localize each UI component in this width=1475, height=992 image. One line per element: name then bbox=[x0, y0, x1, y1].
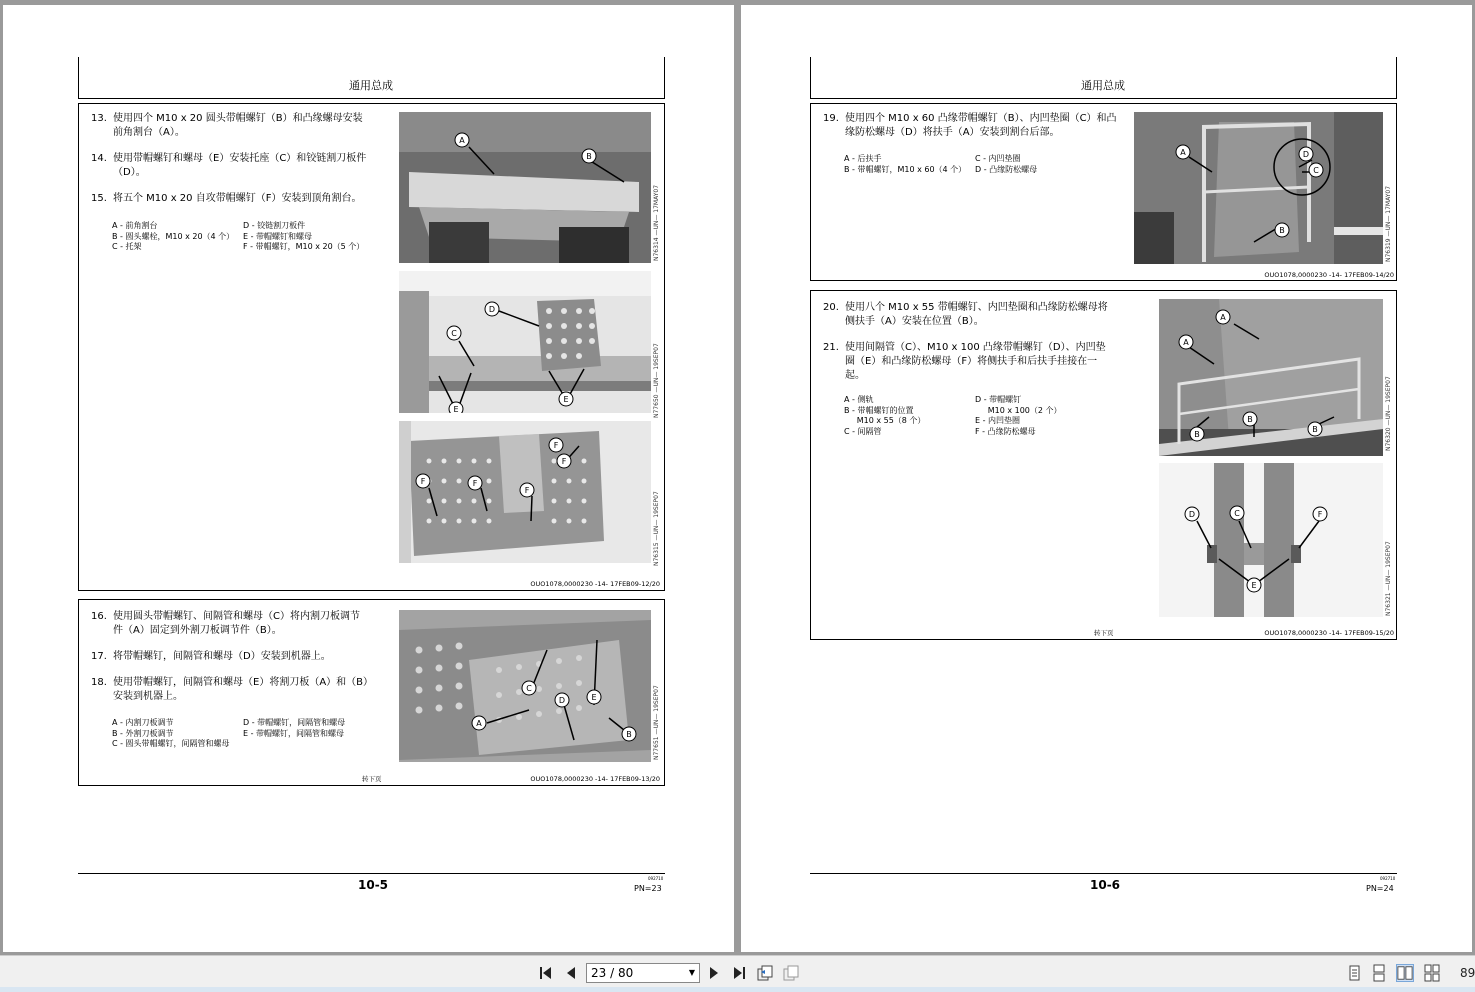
image-code: N76314 —UN— 17MAY07 bbox=[653, 184, 660, 261]
callout-label: F bbox=[524, 486, 530, 495]
callout-label: B bbox=[1312, 425, 1318, 434]
dropdown-arrow-icon: ▼ bbox=[688, 968, 695, 977]
header-rule-right bbox=[664, 57, 665, 99]
footer-rule bbox=[78, 873, 665, 874]
header-rule-left bbox=[78, 57, 79, 99]
footer-code: 092710 bbox=[1380, 876, 1396, 881]
document-reference: OUO1078,0000230 -14- 17FEB09-13/20 bbox=[530, 775, 660, 783]
image-code: N76319 —UN— 17MAY07 bbox=[1385, 185, 1392, 262]
page-left bbox=[3, 5, 734, 952]
parts-legend: A - 内割刀板调节 B - 外割刀板调节 C - 圆头带帽螺钉，间隔管和螺母 D - 带帽螺钉，间隔管和螺母 E - 带帽螺钉，间隔管和螺母 bbox=[112, 718, 346, 748]
next-page-icon bbox=[705, 964, 723, 982]
header-rule-bottom bbox=[78, 98, 665, 99]
callout-label: D bbox=[1188, 510, 1196, 519]
single-page-icon bbox=[1345, 964, 1363, 982]
instruction-block-20-21 bbox=[810, 290, 1397, 640]
callout-label: B bbox=[586, 152, 592, 161]
page-header-title: 通用总成 bbox=[1081, 79, 1125, 92]
footer-rule bbox=[810, 873, 1397, 874]
callout-label: A bbox=[459, 136, 465, 145]
document-reference: OUO1078,0000230 -14- 17FEB09-15/20 bbox=[1264, 629, 1394, 637]
previous-page-icon bbox=[562, 964, 580, 982]
callout-label: C bbox=[451, 329, 457, 338]
callout-label: F bbox=[553, 441, 559, 450]
first-page-icon bbox=[537, 964, 555, 982]
callout-label: A bbox=[1183, 338, 1189, 347]
photo-top-corner-header bbox=[399, 421, 651, 563]
header-rule-bottom bbox=[810, 98, 1397, 99]
page-header-title: 通用总成 bbox=[349, 79, 393, 92]
step-19: 19. 使用四个 M10 x 60 凸缘带帽螺钉（B）、内凹垫圈（C）和凸缘防松螺母（D）将扶手（A）安装到割台后部。 bbox=[823, 113, 1117, 138]
next-view-icon bbox=[782, 964, 800, 982]
callout-label: C bbox=[526, 684, 532, 693]
document-reference: OUO1078,0000230 -14- 17FEB09-12/20 bbox=[530, 580, 660, 588]
step-15: 15. 将五个 M10 x 20 自攻带帽螺钉（F）安装到顶角割台。 bbox=[91, 193, 362, 204]
next-page-button[interactable] bbox=[705, 964, 723, 982]
two-page-continuous-icon bbox=[1423, 964, 1441, 982]
callout-label: E bbox=[563, 395, 569, 404]
image-code: N76320 —UN— 19SEP07 bbox=[1385, 376, 1392, 451]
callout-label: D bbox=[488, 305, 496, 314]
pn-number: PN=23 bbox=[634, 884, 662, 893]
callout-label: A bbox=[1220, 313, 1226, 322]
callout-label: F bbox=[420, 477, 426, 486]
parts-legend: A - 侧轨 B - 带帽螺钉的位置 M10 x 55（8 个） C - 间隔管 D - 带帽螺钉 M10 x 100（2 个） E - 内凹垫圈 F - 凸缘防松螺母 bbox=[844, 395, 1062, 436]
callout-label: B bbox=[1194, 430, 1200, 439]
steps-list bbox=[91, 112, 369, 218]
image-code: N77651 —UN— 19SEP07 bbox=[653, 685, 660, 760]
footer-code: 092710 bbox=[648, 876, 664, 881]
step-16: 16. 使用圆头带帽螺钉、间隔管和螺母（C）将内割刀板调节件（A）固定到外割刀板调节件（B）。 bbox=[91, 611, 360, 636]
status-bar bbox=[0, 987, 1475, 992]
callout-label: E bbox=[1251, 581, 1257, 590]
callout-label: B bbox=[626, 730, 632, 739]
callout-label: E bbox=[591, 693, 597, 702]
instruction-block-13-15 bbox=[78, 103, 665, 591]
instruction-block-16-18 bbox=[78, 599, 665, 786]
callout-label: C bbox=[1313, 166, 1319, 175]
last-page-icon bbox=[730, 964, 748, 982]
callout-label: C bbox=[1234, 509, 1240, 518]
previous-page-button[interactable] bbox=[562, 964, 580, 982]
photo-spacer-tube-joint bbox=[1159, 463, 1383, 617]
photo-rear-handrail bbox=[1134, 112, 1383, 264]
image-code: N76315 —UN— 19SEP07 bbox=[653, 491, 660, 566]
callout-label: E bbox=[453, 405, 459, 413]
first-page-button[interactable] bbox=[537, 964, 555, 982]
image-code: N76321 —UN— 19SEP07 bbox=[1385, 541, 1392, 616]
two-page-view-button[interactable] bbox=[1396, 964, 1414, 982]
two-page-continuous-button[interactable] bbox=[1423, 964, 1441, 982]
callout-label: A bbox=[1180, 148, 1186, 157]
callout-label: F bbox=[561, 457, 567, 466]
step-20: 20. 使用八个 M10 x 55 带帽螺钉、内凹垫圈和凸缘防松螺母将侧扶手（A）安装在位置（B）。 bbox=[823, 302, 1108, 327]
parts-legend: A - 前角割台 B - 圆头螺栓，M10 x 20（4 个） C - 托架 D - 铰链割刀板件 E - 带帽螺钉和螺母 F - 带帽螺钉，M10 x 20（5 个） bbox=[112, 221, 365, 251]
last-page-button[interactable] bbox=[730, 964, 748, 982]
next-view-button[interactable] bbox=[782, 964, 800, 982]
photo-side-handrail bbox=[1159, 299, 1383, 456]
step-18: 18. 使用带帽螺钉，间隔管和螺母（E）将割刀板（A）和（B）安装到机器上。 bbox=[91, 677, 369, 702]
image-code: N77650 —UN— 19SEP07 bbox=[653, 343, 660, 418]
callout-label: A bbox=[476, 719, 482, 728]
photo-knife-plate-adjusters bbox=[399, 610, 651, 762]
photo-front-corner-header bbox=[399, 112, 651, 263]
callout-label: B bbox=[1279, 226, 1285, 235]
document-reference: OUO1078,0000230 -14- 17FEB09-14/20 bbox=[1264, 271, 1394, 279]
pn-number: PN=24 bbox=[1366, 884, 1394, 893]
page-number: 10-5 bbox=[358, 878, 389, 892]
steps-list bbox=[823, 112, 1123, 152]
callout-label: D bbox=[558, 696, 566, 705]
single-page-view-button[interactable] bbox=[1345, 964, 1363, 982]
continuous-view-button[interactable] bbox=[1370, 964, 1388, 982]
page-right bbox=[741, 5, 1472, 952]
continued-note: 转下页 bbox=[1094, 629, 1114, 637]
steps-list bbox=[823, 301, 1111, 395]
callout-label: B bbox=[1247, 415, 1253, 424]
continued-note: 转下页 bbox=[362, 775, 382, 783]
zoom-level[interactable]: 89 bbox=[1460, 966, 1475, 980]
header-rule-right bbox=[1396, 57, 1397, 99]
header-rule-left bbox=[810, 57, 811, 99]
callout-label: D bbox=[1302, 150, 1310, 159]
callout-label: F bbox=[472, 479, 478, 488]
step-14: 14. 使用带帽螺钉和螺母（E）安装托座（C）和铰链割刀板件（D）。 bbox=[91, 153, 367, 178]
two-page-icon bbox=[1397, 965, 1413, 981]
step-13: 13. 使用四个 M10 x 20 圆头带帽螺钉（B）和凸缘螺母安装前角割台（A）。 bbox=[91, 113, 363, 138]
photo-bracket-hinge-plate bbox=[399, 271, 651, 413]
step-21: 21. 使用间隔管（C）、M10 x 100 凸缘带帽螺钉（D）、内凹垫圈（E）和凸缘防松螺母（F）将侧扶手和后扶手挂接在一起。 bbox=[823, 342, 1106, 381]
steps-list bbox=[91, 610, 369, 716]
page-number: 10-6 bbox=[1090, 878, 1121, 892]
parts-legend: A - 后扶手 B - 带帽螺钉，M10 x 60（4 个） C - 内凹垫圈 D - 凸缘防松螺母 bbox=[844, 154, 1038, 174]
instruction-block-19 bbox=[810, 103, 1397, 281]
callout-label: F bbox=[1317, 510, 1323, 519]
page-number-input[interactable]: 23 / 80 ▼ bbox=[586, 963, 700, 983]
step-17: 17. 将带帽螺钉，间隔管和螺母（D）安装到机器上。 bbox=[91, 651, 331, 662]
previous-view-button[interactable] bbox=[756, 964, 774, 982]
continuous-page-icon bbox=[1370, 964, 1388, 982]
previous-view-icon bbox=[756, 964, 774, 982]
